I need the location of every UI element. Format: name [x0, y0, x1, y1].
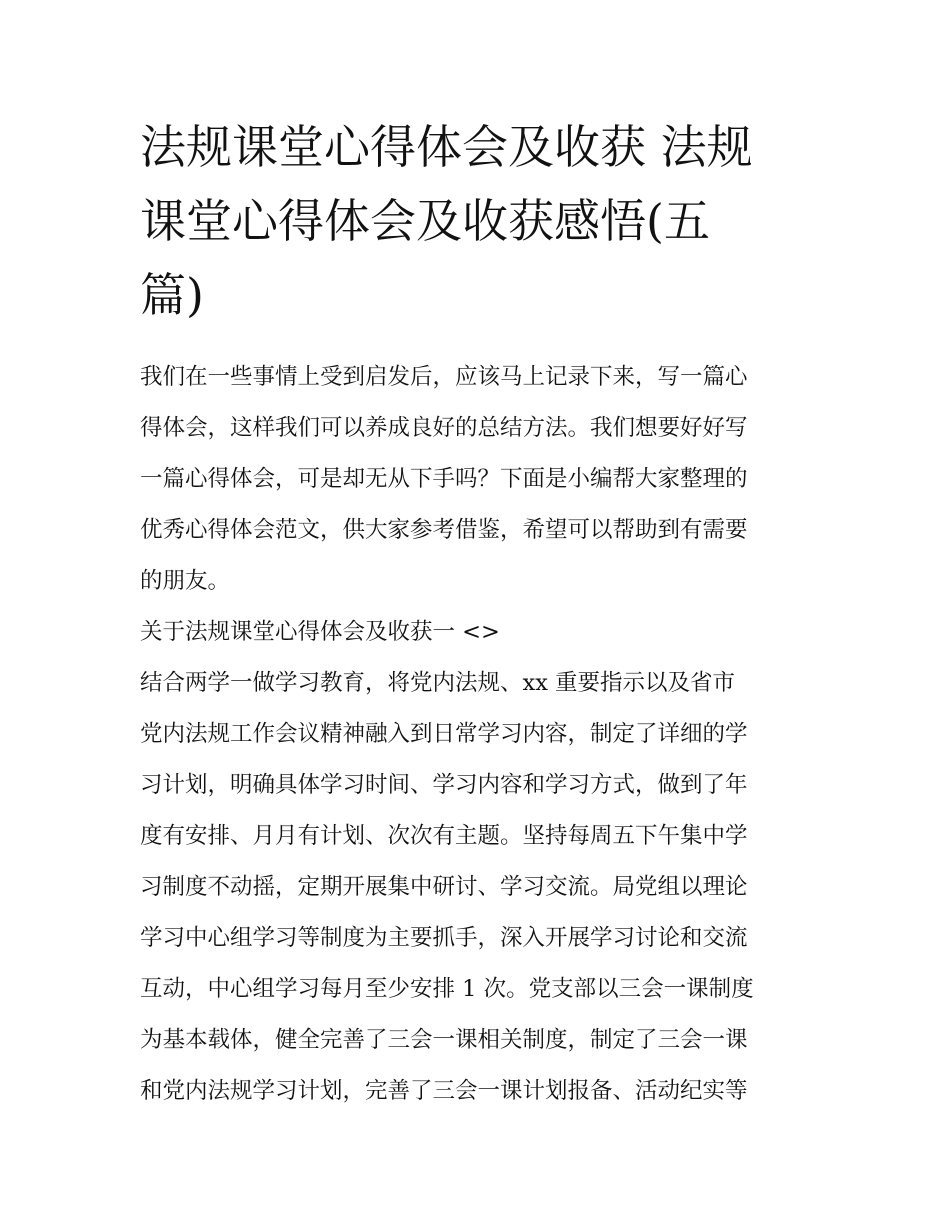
text-line: 我们在一些事情上受到启发后，应该马上记录下来，写一篇心: [140, 364, 748, 390]
document-body: [140, 352, 830, 1117]
text-line: 结合两学一做学习教育，将党内法规、xx 重要指示以及省市: [140, 670, 736, 696]
intro-paragraph: [140, 352, 830, 607]
text-line: 的朋友。: [140, 568, 231, 594]
text-line: 为基本载体，健全完善了三会一课相关制度，制定了三会一课: [140, 1027, 748, 1053]
text-line: 得体会，这样我们可以养成良好的总结方法。我们想要好好写: [140, 415, 748, 441]
text-line: 和党内法规学习计划，完善了三会一课计划报备、活动纪实等: [140, 1078, 748, 1104]
section-heading: 关于法规课堂心得体会及收获一 <>: [140, 619, 500, 645]
section-paragraph: [140, 658, 830, 1117]
text-line: 优秀心得体会范文，供大家参考借鉴，希望可以帮助到有需要: [140, 517, 748, 543]
title-line: 法规课堂心得体会及收获 法规: [140, 120, 753, 174]
title-line: 课堂心得体会及收获感悟(五: [140, 194, 710, 248]
text-line: 习制度不动摇，定期开展集中研讨、学习交流。局党组以理论: [140, 874, 748, 900]
document-title: [140, 110, 820, 332]
text-line: 习计划，明确具体学习时间、学习内容和学习方式，做到了年: [140, 772, 748, 798]
text-line: 互动，中心组学习每月至少安排 1 次。党支部以三会一课制度: [140, 976, 754, 1002]
text-line: 一篇心得体会，可是却无从下手吗？下面是小编帮大家整理的: [140, 466, 748, 492]
text-line: 党内法规工作会议精神融入到日常学习内容，制定了详细的学: [140, 721, 748, 747]
title-line: 篇): [140, 268, 204, 322]
text-line: 度有安排、月月有计划、次次有主题。坚持每周五下午集中学: [140, 823, 748, 849]
text-line: 学习中心组学习等制度为主要抓手，深入开展学习讨论和交流: [140, 925, 748, 951]
